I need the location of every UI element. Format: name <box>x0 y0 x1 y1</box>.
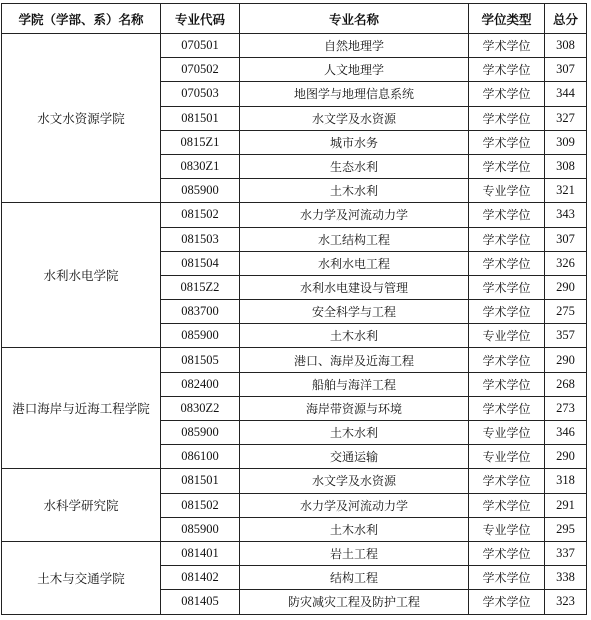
degree-type-cell: 学术学位 <box>469 469 545 493</box>
total-score-cell: 273 <box>545 396 587 420</box>
major-name-cell: 水文学及水资源 <box>240 469 469 493</box>
header-major: 专业名称 <box>240 4 469 34</box>
total-score-cell: 268 <box>545 372 587 396</box>
total-score-cell: 309 <box>545 130 587 154</box>
college-name-cell: 港口海岸与近海工程学院 <box>2 348 161 469</box>
score-table <box>1 3 587 615</box>
total-score-cell: 290 <box>545 275 587 299</box>
major-name-cell: 生态水利 <box>240 154 469 178</box>
major-name-cell: 水力学及河流动力学 <box>240 493 469 517</box>
degree-type-cell: 学术学位 <box>469 493 545 517</box>
major-code-cell: 081501 <box>161 106 240 130</box>
total-score-cell: 326 <box>545 251 587 275</box>
total-score-cell: 290 <box>545 445 587 469</box>
major-name-cell: 人文地理学 <box>240 58 469 82</box>
major-name-cell: 水工结构工程 <box>240 227 469 251</box>
major-code-cell: 070502 <box>161 58 240 82</box>
header-degree-type: 学位类型 <box>469 4 545 34</box>
major-code-cell: 086100 <box>161 445 240 469</box>
degree-type-cell: 学术学位 <box>469 590 545 614</box>
degree-type-cell: 学术学位 <box>469 541 545 565</box>
major-name-cell: 港口、海岸及近海工程 <box>240 348 469 372</box>
major-code-cell: 081505 <box>161 348 240 372</box>
major-code-cell: 083700 <box>161 300 240 324</box>
admission-score-sheet <box>1 3 587 615</box>
total-score-cell: 344 <box>545 82 587 106</box>
table-row <box>2 348 587 372</box>
total-score-cell: 338 <box>545 566 587 590</box>
total-score-cell: 323 <box>545 590 587 614</box>
major-name-cell: 水利水电建设与管理 <box>240 275 469 299</box>
degree-type-cell: 学术学位 <box>469 203 545 227</box>
major-code-cell: 085900 <box>161 421 240 445</box>
college-name-cell: 水利水电学院 <box>2 203 161 348</box>
table-body <box>2 34 587 615</box>
header-code: 专业代码 <box>161 4 240 34</box>
major-code-cell: 0815Z1 <box>161 130 240 154</box>
total-score-cell: 321 <box>545 179 587 203</box>
total-score-cell: 346 <box>545 421 587 445</box>
major-code-cell: 0830Z2 <box>161 396 240 420</box>
header-total: 总分 <box>545 4 587 34</box>
major-code-cell: 081504 <box>161 251 240 275</box>
major-name-cell: 土木水利 <box>240 517 469 541</box>
degree-type-cell: 专业学位 <box>469 445 545 469</box>
major-code-cell: 081402 <box>161 566 240 590</box>
major-code-cell: 085900 <box>161 179 240 203</box>
total-score-cell: 318 <box>545 469 587 493</box>
table-row <box>2 541 587 565</box>
major-code-cell: 085900 <box>161 517 240 541</box>
total-score-cell: 291 <box>545 493 587 517</box>
header-row <box>2 4 587 34</box>
major-code-cell: 081502 <box>161 203 240 227</box>
total-score-cell: 307 <box>545 227 587 251</box>
total-score-cell: 308 <box>545 154 587 178</box>
major-code-cell: 070501 <box>161 34 240 58</box>
total-score-cell: 327 <box>545 106 587 130</box>
major-code-cell: 081405 <box>161 590 240 614</box>
degree-type-cell: 学术学位 <box>469 396 545 420</box>
degree-type-cell: 专业学位 <box>469 517 545 541</box>
college-name-cell: 土木与交通学院 <box>2 541 161 614</box>
degree-type-cell: 学术学位 <box>469 251 545 275</box>
degree-type-cell: 学术学位 <box>469 154 545 178</box>
major-name-cell: 自然地理学 <box>240 34 469 58</box>
major-name-cell: 水利水电工程 <box>240 251 469 275</box>
major-code-cell: 081502 <box>161 493 240 517</box>
major-name-cell: 地图学与地理信息系统 <box>240 82 469 106</box>
major-name-cell: 土木水利 <box>240 421 469 445</box>
major-name-cell: 土木水利 <box>240 324 469 348</box>
degree-type-cell: 专业学位 <box>469 179 545 203</box>
degree-type-cell: 学术学位 <box>469 130 545 154</box>
major-code-cell: 070503 <box>161 82 240 106</box>
major-name-cell: 岩土工程 <box>240 541 469 565</box>
total-score-cell: 357 <box>545 324 587 348</box>
major-name-cell: 海岸带资源与环境 <box>240 396 469 420</box>
degree-type-cell: 学术学位 <box>469 227 545 251</box>
degree-type-cell: 学术学位 <box>469 275 545 299</box>
degree-type-cell: 专业学位 <box>469 324 545 348</box>
major-name-cell: 交通运输 <box>240 445 469 469</box>
degree-type-cell: 学术学位 <box>469 348 545 372</box>
degree-type-cell: 学术学位 <box>469 58 545 82</box>
total-score-cell: 343 <box>545 203 587 227</box>
table-header <box>2 4 587 34</box>
degree-type-cell: 学术学位 <box>469 106 545 130</box>
major-name-cell: 船舶与海洋工程 <box>240 372 469 396</box>
major-code-cell: 082400 <box>161 372 240 396</box>
major-code-cell: 081501 <box>161 469 240 493</box>
degree-type-cell: 学术学位 <box>469 34 545 58</box>
major-code-cell: 0815Z2 <box>161 275 240 299</box>
major-name-cell: 土木水利 <box>240 179 469 203</box>
major-name-cell: 结构工程 <box>240 566 469 590</box>
major-code-cell: 081401 <box>161 541 240 565</box>
header-college: 学院（学部、系）名称 <box>2 4 161 34</box>
table-row <box>2 203 587 227</box>
table-row <box>2 34 587 58</box>
major-code-cell: 081503 <box>161 227 240 251</box>
major-name-cell: 水力学及河流动力学 <box>240 203 469 227</box>
total-score-cell: 295 <box>545 517 587 541</box>
college-name-cell: 水科学研究院 <box>2 469 161 542</box>
degree-type-cell: 学术学位 <box>469 82 545 106</box>
table-row <box>2 469 587 493</box>
major-name-cell: 防灾减灾工程及防护工程 <box>240 590 469 614</box>
degree-type-cell: 学术学位 <box>469 566 545 590</box>
major-name-cell: 城市水务 <box>240 130 469 154</box>
degree-type-cell: 学术学位 <box>469 372 545 396</box>
total-score-cell: 290 <box>545 348 587 372</box>
major-code-cell: 085900 <box>161 324 240 348</box>
degree-type-cell: 专业学位 <box>469 421 545 445</box>
total-score-cell: 308 <box>545 34 587 58</box>
major-name-cell: 安全科学与工程 <box>240 300 469 324</box>
major-name-cell: 水文学及水资源 <box>240 106 469 130</box>
total-score-cell: 337 <box>545 541 587 565</box>
college-name-cell: 水文水资源学院 <box>2 34 161 203</box>
degree-type-cell: 学术学位 <box>469 300 545 324</box>
total-score-cell: 307 <box>545 58 587 82</box>
total-score-cell: 275 <box>545 300 587 324</box>
major-code-cell: 0830Z1 <box>161 154 240 178</box>
